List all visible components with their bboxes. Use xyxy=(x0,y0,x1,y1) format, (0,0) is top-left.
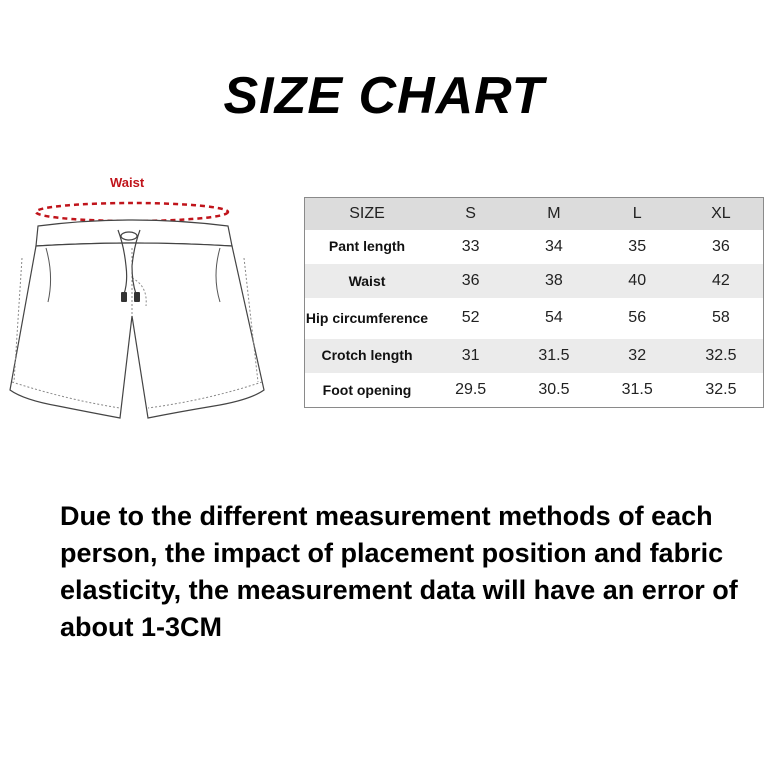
header-l: L xyxy=(632,204,642,222)
table-cell: 36 xyxy=(461,272,480,290)
header-s: S xyxy=(465,204,476,222)
measurement-note: Due to the different measurement methods of each person, the impact of placement position and fabric elasticity, the measurement data will have an error of about 1-3CM xyxy=(60,501,738,642)
table-row xyxy=(305,373,764,407)
table-cell: 58 xyxy=(712,309,730,327)
table-cell: 38 xyxy=(545,272,563,290)
row-label: Crotch length xyxy=(321,347,413,364)
header-size: SIZE xyxy=(349,204,385,222)
table-cell: 42 xyxy=(712,272,730,290)
header-xl: XL xyxy=(711,204,731,222)
size-table xyxy=(304,197,764,408)
row-label: Hip circumference xyxy=(305,309,429,326)
waist-measure-line xyxy=(36,203,228,221)
table-cell: 31.5 xyxy=(621,381,653,399)
drawstring-tip-right xyxy=(134,292,140,302)
table-cell: 32.5 xyxy=(705,346,737,364)
table-cell: 32.5 xyxy=(705,381,737,399)
table-cell: 32 xyxy=(628,346,647,364)
page-title: SIZE CHART xyxy=(223,67,545,125)
table-header-row xyxy=(305,198,764,230)
table-cell: 31 xyxy=(461,346,480,364)
waist-label: Waist xyxy=(110,175,145,190)
table-row xyxy=(305,230,764,264)
row-label: Foot opening xyxy=(322,381,412,398)
table-cell: 30.5 xyxy=(538,381,570,399)
table-cell: 29.5 xyxy=(455,381,487,399)
table-row xyxy=(305,339,764,373)
table-row xyxy=(305,264,764,298)
table-cell: 34 xyxy=(545,237,563,255)
table-cell: 35 xyxy=(628,237,647,255)
table-row xyxy=(305,298,764,338)
table-cell: 33 xyxy=(461,237,480,255)
table-cell: 40 xyxy=(628,272,647,290)
shorts-diagram xyxy=(8,186,270,442)
row-label: Pant length xyxy=(328,238,406,255)
header-m: M xyxy=(547,204,561,222)
row-label: Waist xyxy=(348,272,386,289)
table-cell: 36 xyxy=(712,237,730,255)
drawstring-tip-left xyxy=(121,292,127,302)
table-cell: 56 xyxy=(628,309,647,327)
table-cell: 52 xyxy=(461,309,480,327)
shorts-body xyxy=(10,243,264,418)
table-cell: 31.5 xyxy=(538,346,570,364)
table-cell: 54 xyxy=(545,309,563,327)
